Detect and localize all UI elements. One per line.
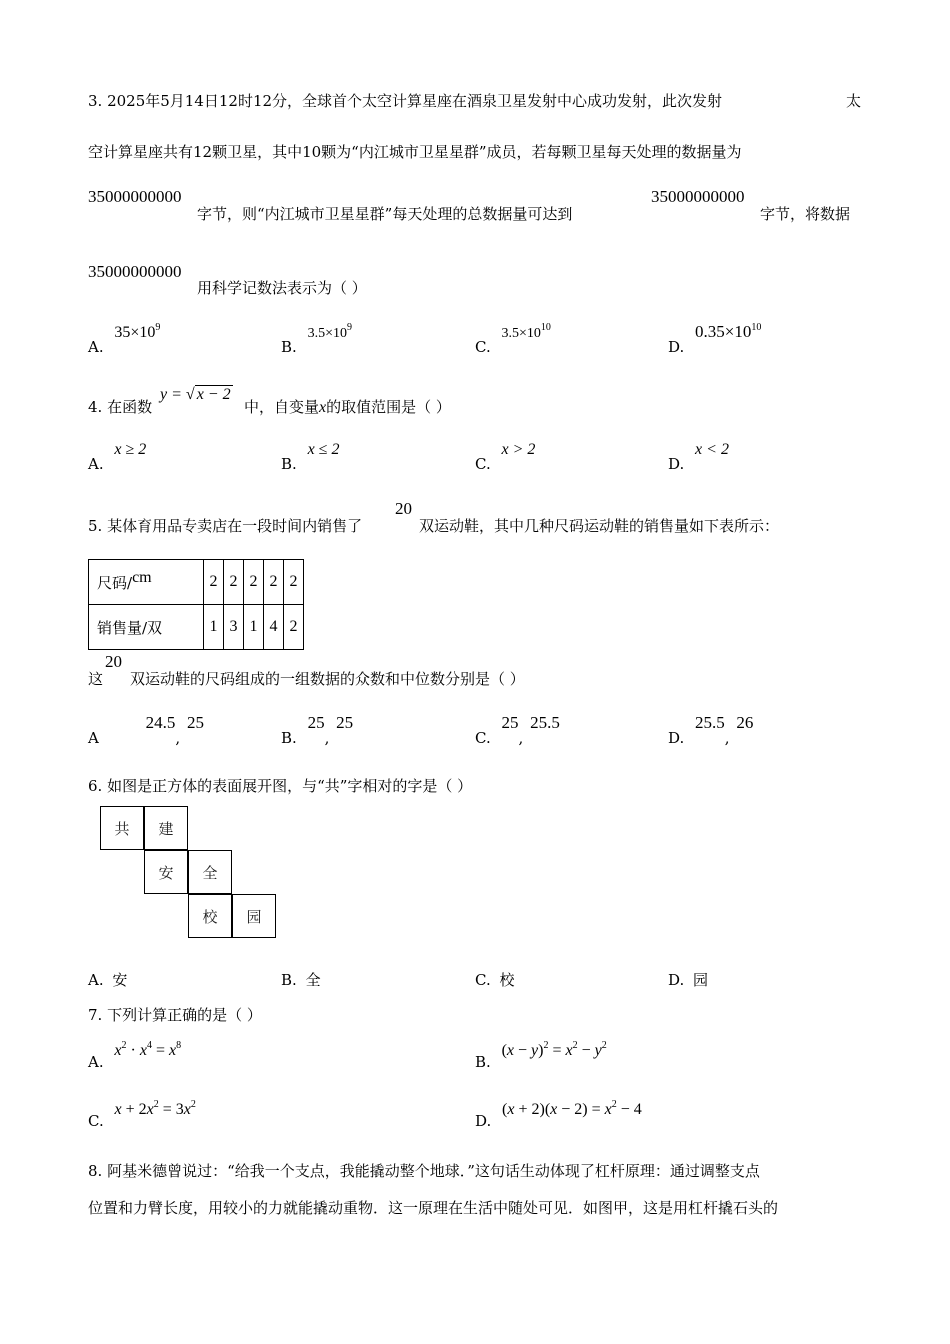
- option-label: D.: [668, 455, 685, 473]
- q3-line2: 空计算星座共有12颗卫星，其中10颗为“内江城市卫星星群”成员，若每颗卫星每天处理的数据量为: [88, 143, 742, 161]
- option-expr: x ≥ 2: [114, 441, 147, 458]
- option-label: D.: [668, 729, 685, 747]
- option-label: B.: [281, 455, 297, 473]
- table-cell: 2: [204, 560, 224, 605]
- net-face: 校: [188, 894, 232, 938]
- option-label: D.: [668, 338, 685, 356]
- q3-number-1: 35000000000: [88, 187, 182, 206]
- q4-option-d[interactable]: [668, 440, 729, 473]
- table-cell: 3: [224, 605, 244, 650]
- q3-line3b: 字节，将数据: [760, 205, 851, 223]
- table-row: [89, 560, 304, 605]
- option-label: C.: [475, 338, 491, 356]
- table-cell: 2: [264, 560, 284, 605]
- q3-number-3: 35000000000: [88, 262, 182, 281]
- option-text: 校: [499, 971, 515, 989]
- option-expr: $35\times 10^9$: [114, 322, 161, 341]
- q6-stem: 6. 如图是正方体的表面展开图，与“共”字相对的字是（ ）: [88, 777, 473, 795]
- q5-question-rest: 双运动鞋的尺码组成的一组数据的众数和中位数分别是（ ）: [130, 670, 525, 688]
- option-label: B.: [281, 971, 297, 989]
- q6-option-a[interactable]: [88, 969, 127, 990]
- net-face: 共: [100, 806, 144, 850]
- q5-option-b[interactable]: B. 25, 25: [281, 713, 354, 747]
- q4-option-c[interactable]: [475, 440, 536, 473]
- option-expr: $3.5\times 10^9$: [307, 322, 352, 341]
- option-expr: $0.35\times 10^{10}$: [695, 322, 762, 341]
- table-header-size: 尺码/cm: [89, 560, 204, 605]
- q8-line1: 8. 阿基米德曾说过：“给我一个支点，我能撬动整个地球．”这句话生动体现了杠杆原理：通过调整支点: [88, 1162, 760, 1180]
- table-cell: 2: [284, 605, 304, 650]
- q4-stem-rest: 中，自变量x的取值范围是（ ）: [244, 398, 451, 416]
- option-text: 全: [305, 971, 321, 989]
- option-label: C.: [475, 455, 491, 473]
- q5-question-number: 20: [105, 652, 122, 671]
- q3-option-d[interactable]: [668, 322, 762, 356]
- option-expr: x > 2: [501, 441, 536, 458]
- table-cell: 4: [264, 605, 284, 650]
- q6-option-d[interactable]: [668, 969, 708, 990]
- option-expr: $x + 2x^2 = 3x^2$: [114, 1099, 196, 1118]
- table-cell: 1: [244, 605, 264, 650]
- option-label: B.: [281, 729, 297, 747]
- option-text: 园: [693, 971, 709, 989]
- q7-option-c[interactable]: [88, 1099, 196, 1130]
- table-row: [89, 605, 304, 650]
- table-cell: 1: [204, 605, 224, 650]
- q3-option-a[interactable]: [88, 322, 161, 356]
- option-label: A.: [88, 1053, 104, 1071]
- q6-option-c[interactable]: [475, 969, 515, 990]
- q5-option-d[interactable]: D. 25.5, 26: [668, 713, 754, 747]
- q8-line2: 位置和力臂长度，用较小的力就能撬动重物．这一原理在生活中随处可见．如图甲，这是用杠杆撬石头的: [88, 1199, 779, 1217]
- q7-stem: 7. 下列计算正确的是（ ）: [88, 1006, 262, 1024]
- q4-stem: 4. 在函数: [88, 398, 153, 416]
- q3-line4: 用科学记数法表示为（ ）: [197, 279, 367, 297]
- q3-option-c[interactable]: [475, 322, 551, 356]
- option-label: D.: [668, 971, 685, 989]
- q5-stem: 5. 某体育用品专卖店在一段时间内销售了: [88, 517, 363, 535]
- option-text: 安: [112, 971, 128, 989]
- q4-function: y = √ x − 2: [160, 386, 231, 403]
- option-label: B.: [475, 1053, 491, 1071]
- option-label: A.: [88, 338, 104, 356]
- table-header-sales: 销售量/双: [89, 605, 204, 650]
- q4-option-b[interactable]: [281, 440, 340, 473]
- table-cell: 2: [244, 560, 264, 605]
- net-face: 园: [232, 894, 276, 938]
- q3-line3a: 字节，则“内江城市卫星星群”每天处理的总数据量可达到: [197, 205, 573, 223]
- option-label: A: [88, 729, 99, 747]
- option-label: A.: [88, 455, 104, 473]
- q3-number-2: 35000000000: [651, 187, 745, 206]
- option-label: A.: [88, 971, 104, 989]
- q7-option-b[interactable]: [475, 1040, 607, 1071]
- option-expr: $(x + 2)(x - 2) = x^2 - 4$: [502, 1099, 642, 1118]
- q5-question: 这: [88, 670, 104, 688]
- option-expr: x ≤ 2: [307, 441, 340, 458]
- option-label: C.: [475, 971, 491, 989]
- option-label: C.: [88, 1112, 104, 1130]
- option-label: C.: [475, 729, 491, 747]
- q5-stem-rest: 双运动鞋，其中几种尺码运动鞋的销售量如下表所示：: [419, 517, 780, 535]
- table-cell: 2: [284, 560, 304, 605]
- q3-option-b[interactable]: [281, 322, 352, 356]
- q4-option-a[interactable]: [88, 440, 147, 473]
- q5-option-c[interactable]: C. 25, 25.5: [475, 713, 560, 747]
- q3-line1: 3. 2025年5月14日12时12分，全球首个太空计算星座在酒泉卫星发射中心成功发射，此次发射: [88, 92, 723, 110]
- q3-line1-end: 太: [846, 92, 862, 110]
- net-face: 全: [188, 850, 232, 894]
- option-expr: $3.5\times 10^{10}$: [501, 322, 551, 341]
- net-face: 安: [144, 850, 188, 894]
- q7-option-d[interactable]: [475, 1099, 642, 1130]
- option-label: B.: [281, 338, 297, 356]
- q6-option-b[interactable]: [281, 969, 321, 990]
- q7-option-a[interactable]: [88, 1040, 182, 1071]
- option-expr: x < 2: [695, 441, 729, 458]
- option-label: D.: [475, 1112, 492, 1130]
- size-sales-table: [88, 559, 304, 650]
- q5-number: 20: [395, 499, 412, 518]
- q5-option-a[interactable]: A 24.5, 25: [88, 713, 204, 747]
- option-expr: $x^2 \cdot x^4 = x^8$: [114, 1040, 182, 1059]
- net-face: 建: [144, 806, 188, 850]
- table-cell: 2: [224, 560, 244, 605]
- option-expr: $(x - y)^2 = x^2 - y^2$: [501, 1040, 607, 1059]
